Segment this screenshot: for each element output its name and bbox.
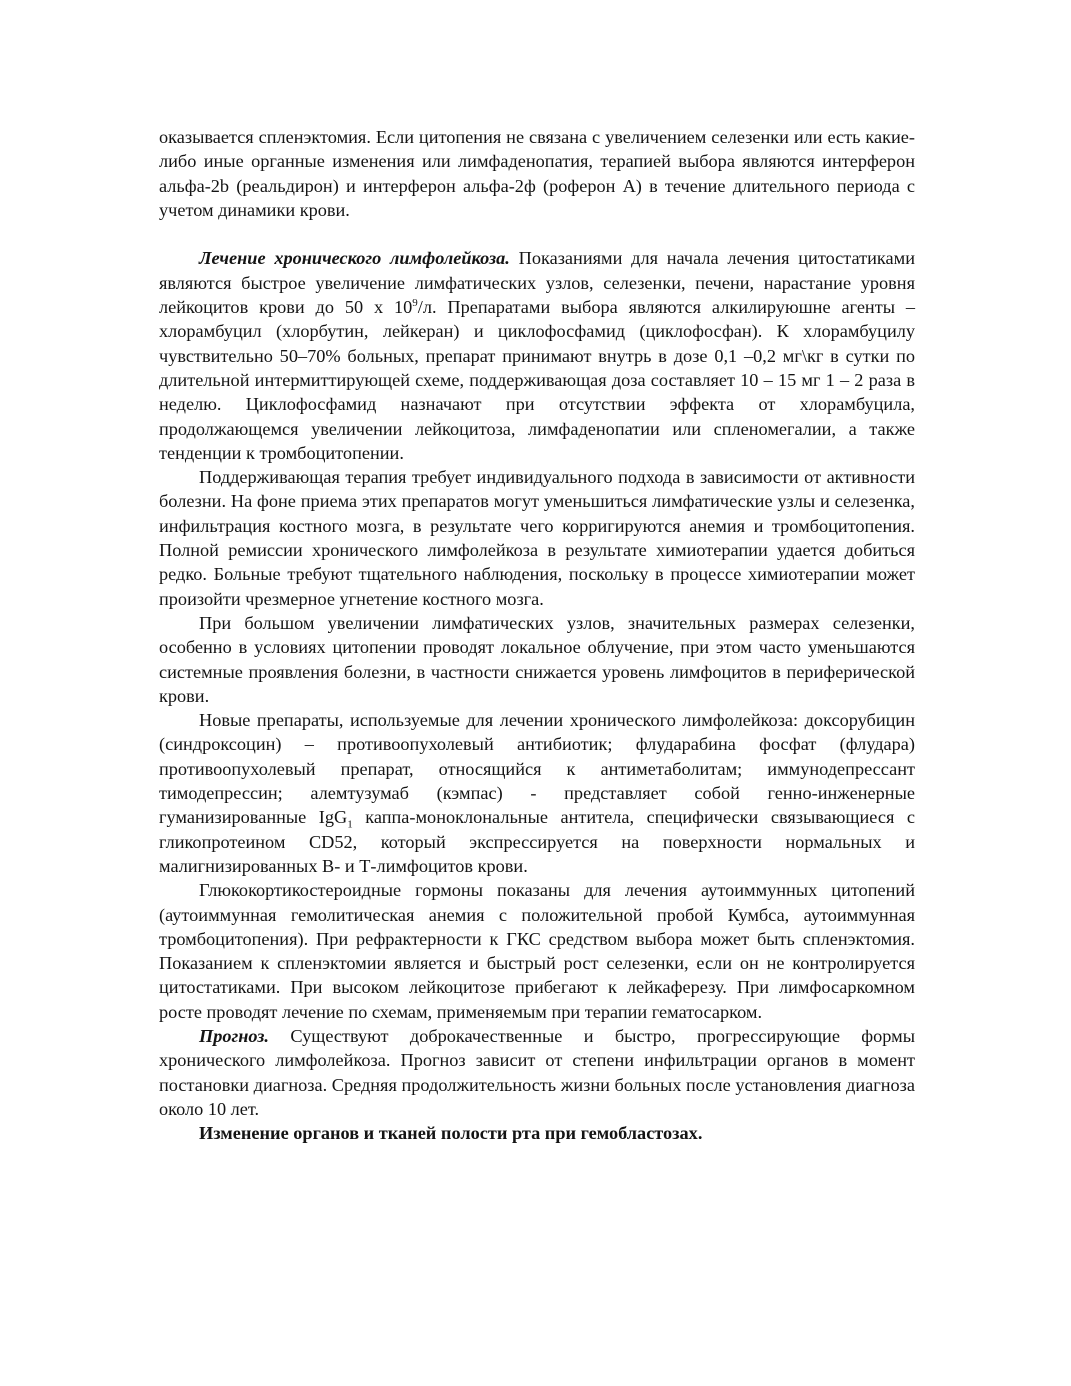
paragraph-continuation: оказывается спленэктомия. Если цитопения не связана с увеличением селезенки или есть какие-либо иные органные изменения или лимфаденопатия, терапией выбора являются интерферон альфа-2b (реальдирон) и интерферон альфа-2ф (роферон А) в течение длительного периода с учетом динамики крови. bbox=[159, 127, 915, 220]
document-page bbox=[159, 125, 915, 1145]
section-lead-prognosis: Прогноз. bbox=[199, 1025, 270, 1046]
paragraph-glucocorticoids: Глюкокортикостероидные гормоны показаны для лечения аутоиммунных цитопений (аутоиммунная гемолитическая анемия с положительной пробой Кумбса, аутоиммунная тромбоцитопения). При рефрактерности к ГКС средством выбора может быть спленэктомия. Показанием к спленэктомии является и быстрый рост селезенки, если он не контролируется цитостатиками. При высоком лейкоцитозе прибегают к лейкаферезу. При лимфосаркомном росте проводят лечение по схемам, применяемым при терапии гематосарком. bbox=[159, 880, 915, 1022]
paragraph-text: Новые препараты, используемые для лечении хронического лимфолейкоза: доксорубицин (синдроксоцин) – противоопухолевый антибиотик; флударабина фосфат (флудара) противоопухолевый препарат, относящийся к антиметаболитам; иммунодепрессант тимодепрессин; алемтузумаб (кэмпас) - представляет собой генно-инженерные гуманизированные IgG bbox=[159, 710, 915, 828]
section-heading: Изменение органов и тканей полости рта при гемобластозах. bbox=[199, 1123, 703, 1144]
paragraph-prognosis bbox=[159, 1024, 915, 1121]
paragraph-text: Существуют доброкачественные и быстро, прогрессирующие формы хронического лимфолейкоза. Прогноз зависит от степени инфильтрации органов в момент постановки диагноза. Средняя продолжительность жизни больных после установления диагноза около 10 лет. bbox=[159, 1025, 915, 1119]
paragraph-text: /л. Препаратами выбора являются алкилируюшне агенты – хлорамбуцил (хлорбутин, лейкеран) и циклофосфамид (циклофосфан). К хлорамбуцилу чувствительно 50–70% больных, препарат принимают внутрь в дозе 0,1 –0,2 мг\кг в сутки по длительной интермиттирующей схеме, поддерживающая доза составляет 10 – 15 мг 1 – 2 раза в неделю. Циклофосфамид назначают при отсутствии эффекта от хлорамбуцила, продолжающемся увеличении лейкоцитоза, лимфаденопатии или спленомегалии, а также тенденции к тромбоцитопении. bbox=[159, 297, 915, 463]
paragraph-maintenance-therapy: Поддерживающая терапия требует индивидуального подхода в зависимости от активности болезни. На фоне приема этих препаратов могут уменьшиться лимфатические узлы и селезенка, инфильтрация костного мозга, в результате чего корригируются анемия и тромбоцитопения. Полной ремиссии хронического лимфолейкоза в результате химиотерапии удается добиться редко. Больные требуют тщательного наблюдения, поскольку в процессе химиотерапии может произойти чрезмерное угнетение костного мозга. bbox=[159, 467, 915, 609]
paragraph-new-drugs bbox=[159, 708, 915, 878]
subscript-index: 1 bbox=[347, 818, 353, 831]
paragraph-text: Показаниями для начала лечения цитостатиками являются быстрое увеличение лимфатических узлов, селезенки, печени, нарастание уровня лейкоцитов крови до 50 х 10 bbox=[159, 248, 915, 318]
paragraph-text: каппа-моноклональные антитела, специфически связывающиеся с гликопротеином CD52, который экспрессируется на поверхности нормальных и малигнизированных В- и Т-лимфоцитов крови. bbox=[159, 807, 915, 876]
paragraph-treatment bbox=[159, 246, 915, 465]
section-lead-treatment: Лечение хронического лимфолейкоза. bbox=[199, 248, 510, 269]
paragraph-irradiation: При большом увеличении лимфатических узлов, значительных размерах селезенки, особенно в условиях цитопении проводят локальное облучение, при этом часто уменьшаются системные проявления болезни, в частности снижается уровень лимфоцитов в периферической крови. bbox=[159, 612, 915, 706]
paragraph-gap bbox=[159, 222, 915, 246]
superscript-exponent: 9 bbox=[412, 296, 418, 309]
